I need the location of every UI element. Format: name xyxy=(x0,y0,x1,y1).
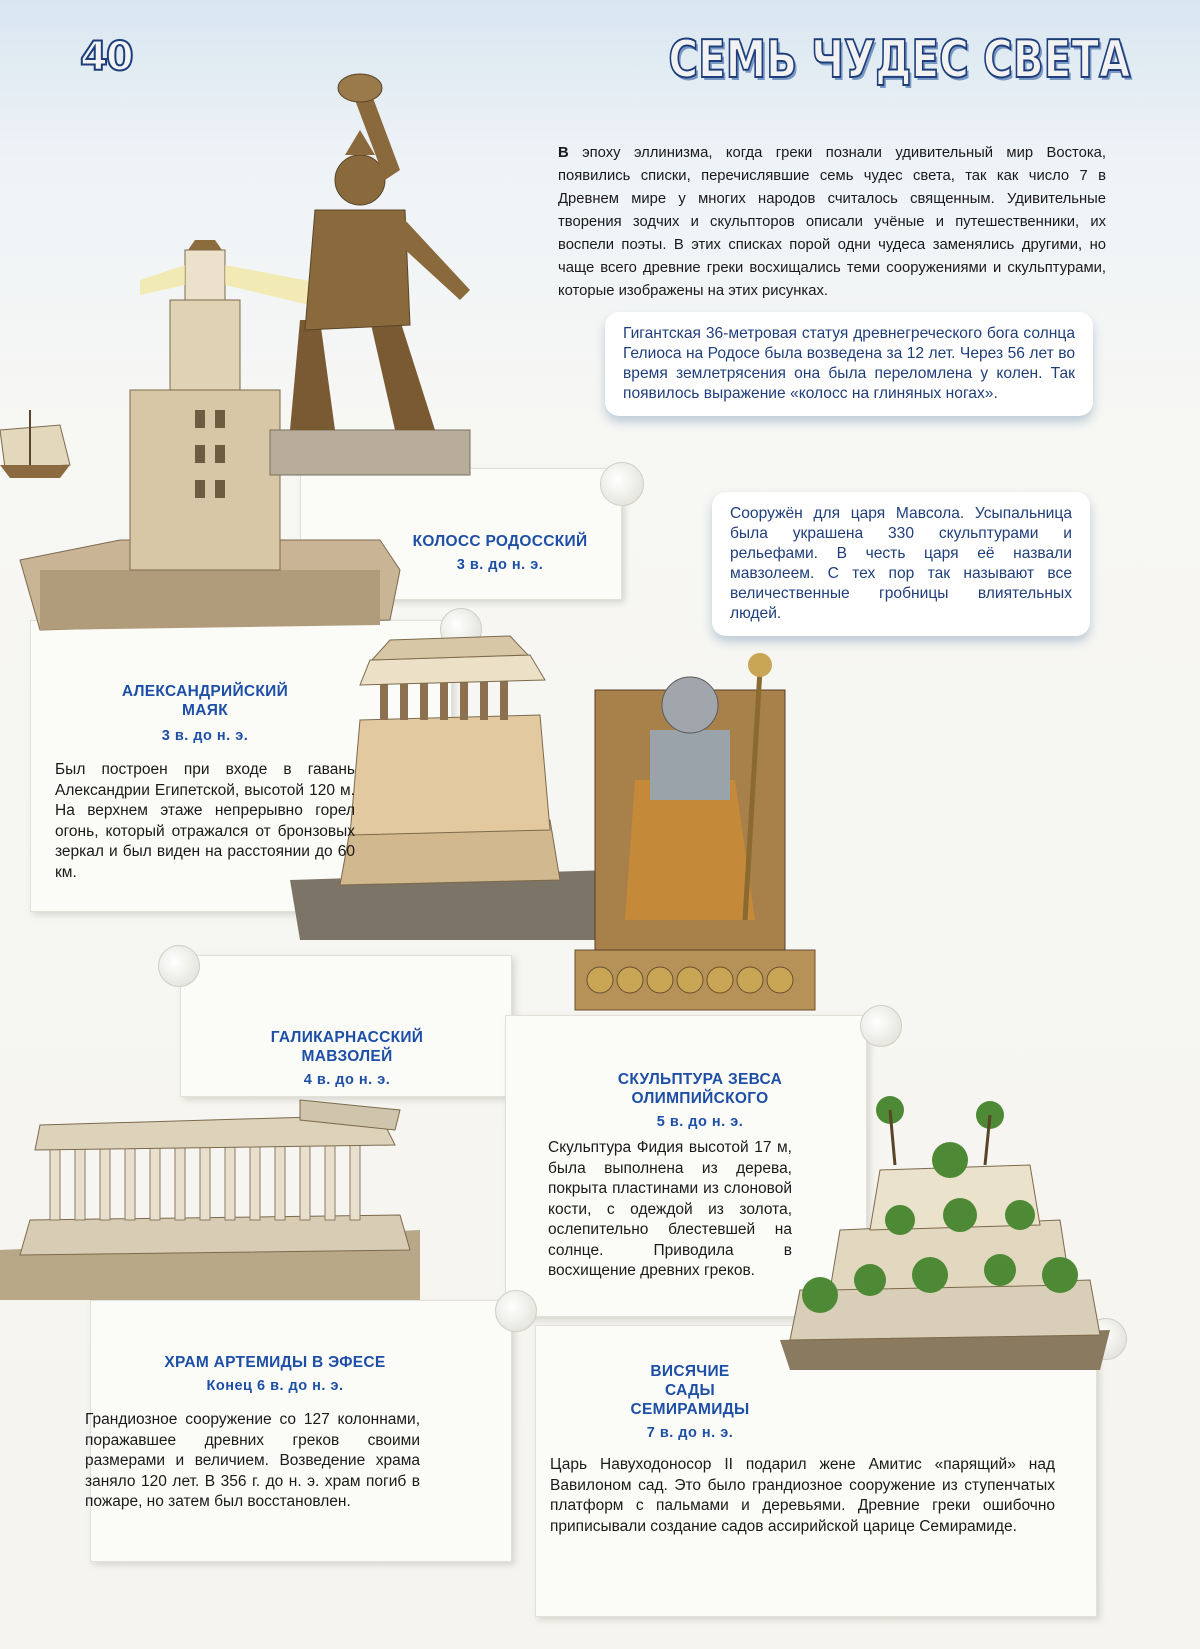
mausoleum-heading-2: МАВЗОЛЕЙ xyxy=(301,1048,393,1065)
gardens-heading-1: ВИСЯЧИЕ xyxy=(650,1363,730,1380)
zeus-caption xyxy=(555,1070,845,1130)
colossus-callout: Гигантская 36-метровая статуя древнегреческого бога солнца Гелиоса на Родосе была возведена за 12 лет. Через 56 лет во время землетрясения она была переломлена у колен. Так появилось выражение «колосс на глиняных ногах». xyxy=(605,312,1093,416)
scroll-roll xyxy=(495,1290,537,1332)
zeus-heading-2: ОЛИМПИЙСКОГО xyxy=(631,1090,769,1107)
gardens-heading-2: САДЫ xyxy=(665,1382,715,1399)
colossus-heading: КОЛОСС РОДОССКИЙ xyxy=(412,533,588,550)
scroll-roll xyxy=(158,945,200,987)
mausoleum-heading-1: ГАЛИКАРНАССКИЙ xyxy=(270,1029,424,1046)
scroll-roll xyxy=(860,1005,902,1047)
mausoleum-caption xyxy=(232,1028,462,1088)
mausoleum-callout: Сооружён для царя Мавсола. Усыпальница была украшена 330 скульптурами и рельефами. В честь царя её назвали мавзолеем. С тех пор так называют все величественные гробницы влиятельных людей. xyxy=(712,492,1090,636)
zeus-heading-1: СКУЛЬПТУРА ЗЕВСА xyxy=(617,1071,783,1088)
gardens-text: Царь Навуходоносор II подарил жене Амитис «парящий» над Вавилоном сад. Это было грандиозное сооружение из ступенчатых платформ с пальмами и деревьями. Древние греки ошибочно приписывали создание садов ассирийской царице Семирамиде. xyxy=(550,1456,1055,1535)
colossus-illustration xyxy=(260,70,520,480)
lighthouse-heading-1: АЛЕКСАНДРИЙСКИЙ xyxy=(121,683,289,700)
zeus-text: Скульптура Фидия высотой 17 м, была выполнена из дерева, покрыта пластинами из слоновой кости, с одеждой из золота, ослепительно блестевшей на солнце. Приводила в восхищение древних греков. xyxy=(548,1139,792,1279)
colossus-caption xyxy=(385,532,615,573)
lighthouse-heading-2: МАЯК xyxy=(182,702,228,719)
zeus-date: 5 в. до н. э. xyxy=(656,1114,744,1130)
lighthouse-text: Был построен при входе в гавань Александрии Египетской, высотой 120 м. На верхнем этаже непрерывно горел огонь, который отражался от бронзовых зеркал и был виден на расстоянии до 60 км. xyxy=(55,761,355,881)
page-title: СЕМЬ ЧУДЕС СВЕТА xyxy=(667,30,1130,90)
gardens-heading-3: СЕМИРАМИДЫ xyxy=(630,1401,750,1418)
colossus-date: 3 в. до н. э. xyxy=(456,557,544,573)
artemis-caption xyxy=(110,1353,440,1394)
lighthouse-caption xyxy=(55,682,355,744)
scroll-roll xyxy=(600,462,644,506)
intro-paragraph xyxy=(558,142,1106,303)
artemis-temple-illustration xyxy=(0,1100,420,1300)
intro-text: эпоху эллинизма, когда греки познали удивительный мир Востока, появились списки, перечислявшие семь чудес света, так как число 7 в Древнем мире у многих народов считалось священным. Удивительные творения зодчих и скульпторов описали учёные и путешественники, их воспели поэты. В этих списках порой одни чудеса заменялись другими, но чаще всего древние греки восхищались теми сооружениями и скульптурами, которые изображены на этих рисунках. xyxy=(558,145,1106,299)
artemis-date: Конец 6 в. до н. э. xyxy=(206,1378,344,1394)
mausoleum-date: 4 в. до н. э. xyxy=(303,1072,391,1088)
gardens-caption xyxy=(580,1362,800,1441)
lighthouse-date: 3 в. до н. э. xyxy=(161,728,249,744)
artemis-heading: ХРАМ АРТЕМИДЫ В ЭФЕСЕ xyxy=(164,1354,386,1371)
hanging-gardens-illustration xyxy=(760,1090,1140,1370)
gardens-date: 7 в. до н. э. xyxy=(646,1425,734,1441)
zeus-illustration xyxy=(555,650,835,1020)
artemis-text: Грандиозное сооружение со 127 колоннами, поражавшее древних греков своими размерами и величием. Возведение храма заняло 120 лет. В 356 г. до н. э. храм погиб в пожаре, но затем был восстановлен. xyxy=(85,1411,420,1510)
page-number: 40 xyxy=(80,34,132,80)
intro-lead-letter: В xyxy=(558,145,569,161)
